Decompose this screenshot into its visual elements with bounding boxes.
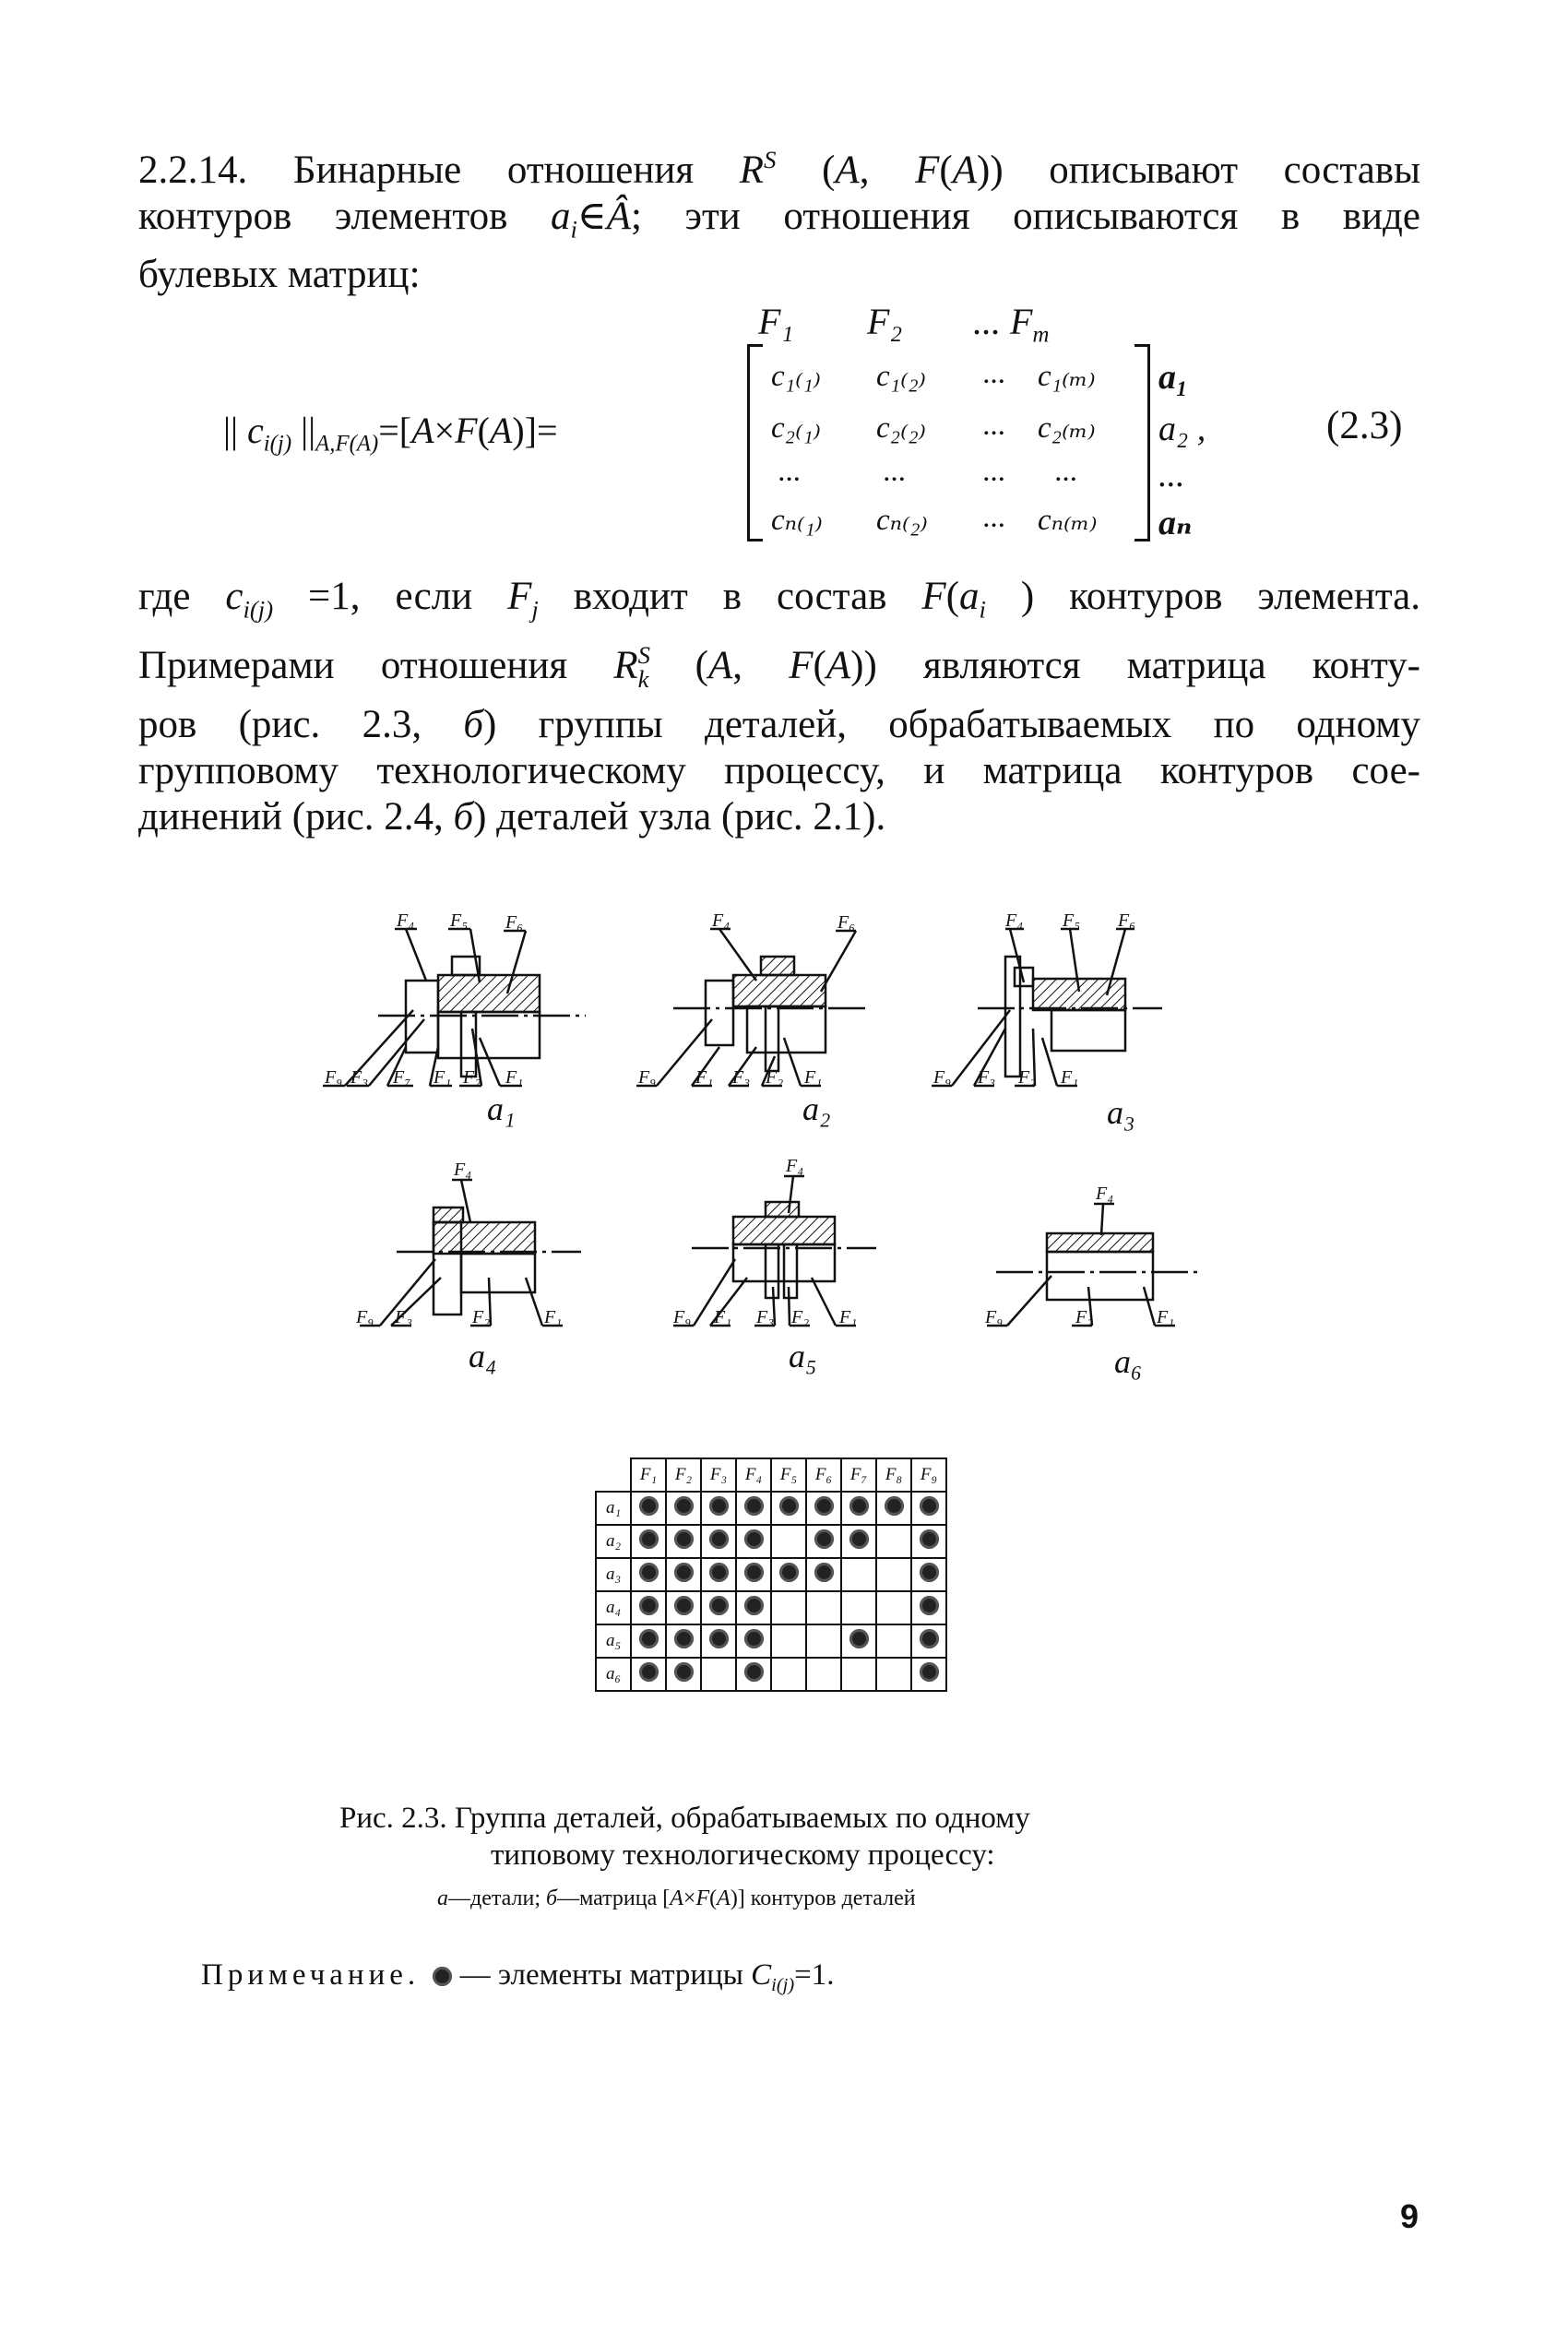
matrix-cell: [841, 1525, 876, 1558]
figure-caption-line-3: а—детали; б—матрица [A×F(A)] контуров деталей: [437, 1886, 916, 1910]
a5-label-bottom-1: F₉: [673, 1307, 692, 1327]
matrix-cell: [631, 1558, 666, 1591]
matrix-col-header-2: F₂: [867, 301, 903, 342]
filled-circle-icon: [674, 1496, 694, 1516]
matrix-cell: [701, 1558, 736, 1591]
matrix-r1c4: c₁₍ₘ₎: [1038, 360, 1096, 393]
a2-label-bottom-4: F₂: [766, 1067, 784, 1088]
page-number: 9: [1400, 2197, 1420, 2235]
matrix-cell: [666, 1624, 701, 1658]
matrix-cell: [666, 1558, 701, 1591]
matrix-r4c1: cₙ₍₁₎: [771, 504, 823, 537]
filled-circle-icon: [744, 1529, 764, 1549]
filled-circle-icon: [920, 1662, 939, 1682]
a4-label-bottom-3: F₂: [472, 1307, 491, 1327]
filled-circle-icon: [674, 1662, 694, 1682]
a1-label-top-1: F₄: [397, 910, 415, 931]
note-label: Примечание.: [201, 1958, 421, 1992]
a3-label-bottom-1: F₉: [933, 1067, 952, 1088]
filled-circle-icon: [744, 1629, 764, 1648]
matrix-cell: [631, 1658, 666, 1691]
filled-circle-icon: [433, 1967, 452, 1986]
matrix-col-header-1: F₁: [758, 301, 794, 342]
a5-label-bottom-2: F₁: [714, 1307, 732, 1327]
equation-lhs: || $c_{i(j)}$ $||_{A,F(A)}=[A\times F(A)]=$: [223, 410, 558, 457]
filled-circle-icon: [639, 1496, 659, 1516]
a1-label-bottom-2: F₃: [350, 1067, 369, 1088]
filled-circle-icon: [920, 1563, 939, 1582]
matrix-cell: [666, 1525, 701, 1558]
a1-label-bottom-6: F₁: [505, 1067, 524, 1088]
matrix-r2c3: ...: [983, 409, 1006, 442]
matrix-left-bracket: [747, 344, 763, 541]
filled-circle-icon: [709, 1496, 729, 1516]
matrix-header-cell: F₃: [701, 1458, 736, 1492]
figure-caption-line-2: типовому технологическому процессу:: [491, 1838, 995, 1872]
a1-caption: a₁: [487, 1090, 516, 1127]
a3-label-bottom-2: F₃: [978, 1067, 996, 1088]
a6-label-bottom-2: F₂: [1075, 1307, 1094, 1327]
a2-caption: a₂: [802, 1090, 831, 1127]
part-a5-drawing: [673, 1176, 876, 1326]
filled-circle-icon: [639, 1629, 659, 1648]
matrix-header-cell: F₆: [806, 1458, 841, 1492]
matrix-cell: [666, 1658, 701, 1691]
matrix-cell: [876, 1558, 911, 1591]
matrix-cell: [701, 1492, 736, 1525]
equation-2-3: [138, 300, 1420, 549]
a6-caption: a₆: [1114, 1343, 1143, 1380]
intro-paragraph: [138, 137, 1420, 298]
a5-label-bottom-3: F₃: [756, 1307, 775, 1327]
filled-circle-icon: [674, 1596, 694, 1615]
filled-circle-icon: [744, 1563, 764, 1582]
filled-circle-icon: [920, 1629, 939, 1648]
matrix-row: [596, 1591, 946, 1624]
matrix-cell: [806, 1525, 841, 1558]
filled-circle-icon: [849, 1496, 869, 1516]
filled-circle-icon: [709, 1596, 729, 1615]
a6-label-top-1: F₄: [1096, 1184, 1114, 1204]
matrix-header-cell: F₄: [736, 1458, 771, 1492]
filled-circle-icon: [779, 1496, 799, 1516]
matrix-cell: [701, 1591, 736, 1624]
intro-line-3: булевых матриц:: [138, 253, 421, 297]
matrix-row-label: a₁: [596, 1492, 631, 1525]
a5-caption: a₅: [789, 1338, 817, 1374]
body-line-3: ров (рис. 2.3, б) группы деталей, обрабатываемых по одному: [138, 702, 1420, 746]
matrix-r4c4: cₙ₍ₘ₎: [1038, 504, 1098, 537]
matrix-r3c1: ...: [778, 455, 802, 488]
filled-circle-icon: [885, 1496, 904, 1516]
matrix-cell: [806, 1658, 841, 1691]
filled-circle-icon: [709, 1563, 729, 1582]
matrix-cell: [771, 1492, 806, 1525]
matrix-cell: [736, 1492, 771, 1525]
matrix-row-label-3: ...: [1158, 456, 1185, 494]
filled-circle-icon: [814, 1563, 834, 1582]
matrix-row-label-1: a₁: [1158, 358, 1189, 397]
figure-caption-line-1: Рис. 2.3. Группа деталей, обрабатываемых по одному: [339, 1802, 1030, 1835]
matrix-row-label: a₆: [596, 1658, 631, 1691]
matrix-cell: [841, 1624, 876, 1658]
matrix-cell: [841, 1558, 876, 1591]
matrix-cell: [806, 1558, 841, 1591]
matrix-cell: [911, 1525, 946, 1558]
matrix-cell: [911, 1558, 946, 1591]
filled-circle-icon: [639, 1563, 659, 1582]
part-a1-drawing: [323, 929, 586, 1086]
matrix-cell: [876, 1624, 911, 1658]
contour-matrix-table: [595, 1458, 947, 1692]
matrix-cell: [736, 1558, 771, 1591]
matrix-header-cell: F₅: [771, 1458, 806, 1492]
matrix-cell: [876, 1591, 911, 1624]
matrix-cell: [666, 1591, 701, 1624]
matrix-cell: [631, 1525, 666, 1558]
a3-label-bottom-4: F₁: [1061, 1067, 1079, 1088]
matrix-cell: [876, 1658, 911, 1691]
matrix-header-cell: F₁: [631, 1458, 666, 1492]
a4-label-top-1: F₄: [454, 1160, 472, 1180]
matrix-r4c3: ...: [983, 501, 1006, 534]
filled-circle-icon: [639, 1596, 659, 1615]
body-line-5: динений (рис. 2.4, б) деталей узла (рис. 2.1).: [138, 794, 886, 839]
a2-label-bottom-5: F₁: [804, 1067, 823, 1088]
part-a2-drawing: [636, 929, 867, 1086]
matrix-cell: [876, 1492, 911, 1525]
a2-label-bottom-1: F₉: [638, 1067, 657, 1088]
filled-circle-icon: [674, 1629, 694, 1648]
filled-circle-icon: [674, 1529, 694, 1549]
matrix-r2c2: c₂₍₂₎: [876, 411, 926, 445]
matrix-cell: [771, 1525, 806, 1558]
matrix-cell: [841, 1658, 876, 1691]
a2-label-bottom-3: F₃: [732, 1067, 751, 1088]
matrix-row-label: a₂: [596, 1525, 631, 1558]
filled-circle-icon: [674, 1563, 694, 1582]
matrix-header-cell: F₉: [911, 1458, 946, 1492]
matrix-cell: [701, 1658, 736, 1691]
a3-label-top-1: F₄: [1005, 910, 1024, 931]
matrix-r2c1: c₂₍₁₎: [771, 411, 821, 445]
matrix-cell: [911, 1624, 946, 1658]
a1-label-bottom-4: F₁: [434, 1067, 452, 1088]
filled-circle-icon: [779, 1563, 799, 1582]
matrix-cell: [701, 1624, 736, 1658]
matrix-cell: [771, 1658, 806, 1691]
a5-label-bottom-5: F₁: [839, 1307, 858, 1327]
a1-label-bottom-5: F₂: [463, 1067, 481, 1088]
matrix-cell: [631, 1591, 666, 1624]
matrix-header-cell: F₂: [666, 1458, 701, 1492]
body-paragraph: [138, 574, 1420, 840]
a5-label-top-1: F₄: [786, 1156, 804, 1176]
matrix-header-cell: F₇: [841, 1458, 876, 1492]
matrix-cell: [666, 1492, 701, 1525]
matrix-cell: [736, 1591, 771, 1624]
a6-label-bottom-1: F₉: [985, 1307, 1004, 1327]
a1-label-top-3: F₆: [505, 912, 524, 933]
matrix-row-label: a₄: [596, 1591, 631, 1624]
a6-label-bottom-3: F₁: [1157, 1307, 1175, 1327]
filled-circle-icon: [849, 1629, 869, 1648]
matrix-r3c4: ...: [1055, 455, 1078, 488]
matrix-cell: [736, 1624, 771, 1658]
filled-circle-icon: [920, 1496, 939, 1516]
matrix-row-label-2: a₂ ,: [1158, 410, 1206, 448]
matrix-row: [596, 1525, 946, 1558]
a1-label-top-2: F₅: [450, 910, 469, 931]
intro-line-2: контуров элементов $a_i\in Â$; эти отношения описываются в виде: [138, 194, 1420, 244]
filled-circle-icon: [639, 1529, 659, 1549]
matrix-r2c4: c₂₍ₘ₎: [1038, 411, 1096, 445]
filled-circle-icon: [709, 1629, 729, 1648]
filled-circle-icon: [920, 1596, 939, 1615]
matrix-cell: [736, 1658, 771, 1691]
note: Примечание. — элементы матрицы $C_{i(j)}=1$.: [201, 1958, 835, 1996]
matrix-header-cell: F₈: [876, 1458, 911, 1492]
a2-label-top-1: F₄: [712, 910, 731, 931]
equation-number: (2.3): [1326, 404, 1403, 447]
matrix-r4c2: cₙ₍₂₎: [876, 504, 928, 537]
body-line-4: групповому технологическому процессу, и матрица контуров сое-: [138, 748, 1420, 792]
matrix-cell: [771, 1558, 806, 1591]
parts-figure: [323, 909, 1254, 1425]
a4-caption: a₄: [469, 1338, 497, 1374]
matrix-cell: [701, 1525, 736, 1558]
matrix-body: [596, 1492, 946, 1691]
matrix-cell: [806, 1624, 841, 1658]
matrix-cell: [806, 1492, 841, 1525]
a1-label-bottom-1: F₉: [325, 1067, 343, 1088]
matrix-col-header-3: ... $F_m$: [973, 301, 1050, 348]
matrix-cell: [911, 1492, 946, 1525]
matrix-cell: [806, 1591, 841, 1624]
matrix-row-label: a₅: [596, 1624, 631, 1658]
matrix-cell: [631, 1624, 666, 1658]
body-line-1: где $c_{i(j)} =1$, если $F_j$ входит в состав $F(a_i$ ) контуров элемента.: [138, 575, 1421, 624]
matrix-cell: [841, 1591, 876, 1624]
intro-line-1: 2.2.14. Бинарные отношения $R^S$ (A, F(A)) описывают составы: [138, 146, 1420, 192]
filled-circle-icon: [814, 1496, 834, 1516]
a3-label-top-2: F₅: [1063, 910, 1081, 931]
matrix-header-row: [596, 1458, 946, 1492]
filled-circle-icon: [709, 1529, 729, 1549]
matrix-row: [596, 1558, 946, 1591]
part-a3-drawing: [932, 929, 1162, 1086]
matrix-corner: [596, 1458, 631, 1492]
filled-circle-icon: [744, 1496, 764, 1516]
matrix-cell: [771, 1591, 806, 1624]
a2-label-bottom-2: F₁: [695, 1067, 714, 1088]
a2-label-top-2: F₆: [837, 912, 856, 933]
a3-label-bottom-3: F₂: [1018, 1067, 1037, 1088]
matrix-r3c2: ...: [884, 455, 907, 488]
matrix-cell: [911, 1658, 946, 1691]
matrix-cell: [911, 1591, 946, 1624]
body-line-2: Примерами отношения $R^S_k$ (A, F(A)) являются матрица конту-: [138, 641, 1421, 693]
filled-circle-icon: [744, 1596, 764, 1615]
matrix-row-label: a₃: [596, 1558, 631, 1591]
a4-label-bottom-2: F₃: [395, 1307, 413, 1327]
filled-circle-icon: [920, 1529, 939, 1549]
matrix-row: [596, 1658, 946, 1691]
matrix-cell: [736, 1525, 771, 1558]
matrix-row: [596, 1492, 946, 1525]
matrix-cell: [841, 1492, 876, 1525]
part-a4-drawing: [360, 1180, 581, 1326]
matrix-r1c2: c₁₍₂₎: [876, 360, 926, 393]
a3-label-top-3: F₆: [1118, 910, 1136, 931]
filled-circle-icon: [849, 1529, 869, 1549]
a4-label-bottom-4: F₁: [544, 1307, 563, 1327]
filled-circle-icon: [639, 1662, 659, 1682]
matrix-cell: [771, 1624, 806, 1658]
a4-label-bottom-1: F₉: [356, 1307, 374, 1327]
filled-circle-icon: [814, 1529, 834, 1549]
matrix-r1c1: c₁₍₁₎: [771, 360, 821, 393]
matrix-row-label-4: aₙ: [1158, 504, 1193, 542]
matrix-row: [596, 1624, 946, 1658]
filled-circle-icon: [744, 1662, 764, 1682]
matrix-right-bracket: [1134, 344, 1150, 541]
matrix-cell: [876, 1525, 911, 1558]
a5-label-bottom-4: F₂: [791, 1307, 810, 1327]
matrix-cell: [631, 1492, 666, 1525]
a1-label-bottom-3: F₇: [393, 1067, 411, 1088]
matrix-r3c3: ...: [983, 455, 1006, 488]
matrix-r1c3: ...: [983, 357, 1006, 390]
a3-caption: a₃: [1107, 1094, 1135, 1131]
